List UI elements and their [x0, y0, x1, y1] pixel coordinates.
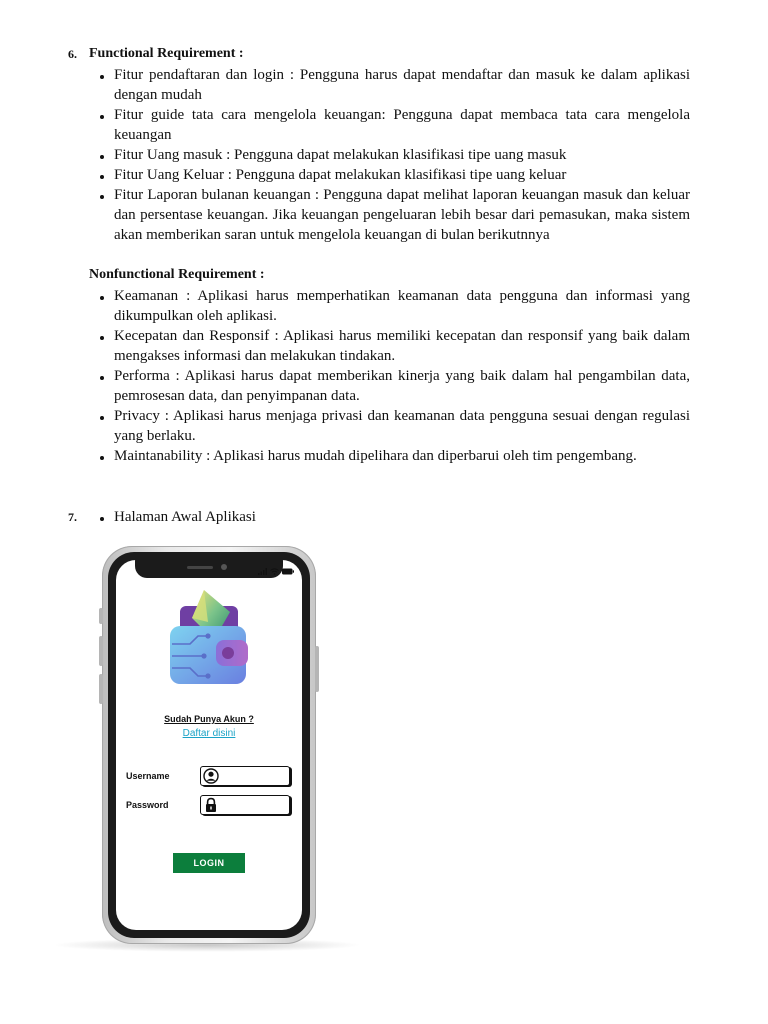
list-item: Fitur pendaftaran dan login : Pengguna harus dapat mendaftar dan masuk ke dalam aplikasi dengan mudah — [98, 65, 690, 105]
register-link[interactable]: Daftar disini — [182, 728, 236, 739]
status-bar — [258, 568, 294, 575]
login-button[interactable]: LOGIN — [173, 853, 245, 873]
have-account-text — [116, 714, 302, 724]
functional-requirement-heading: Functional Requirement : — [89, 46, 244, 61]
functional-requirement-list — [98, 65, 690, 245]
list-item: Kecepatan dan Responsif : Aplikasi harus memiliki kecepatan dan responsif yang baik dalam mengakses informasi dan melakukan tindakan. — [98, 326, 690, 366]
wifi-icon — [270, 568, 279, 575]
list-item: Fitur Laporan bulanan keuangan : Pengguna dapat melihat laporan keuangan masuk dan keluar dan persentase keuangan. Jika keuangan pengeluaran lebih besar dari pemasukan, maka sistem akan memberikan saran untuk mengelola keuangan di bulan berikutnnya — [98, 185, 690, 245]
phone-side-button — [99, 608, 103, 624]
list-item: Halaman Awal Aplikasi — [98, 507, 690, 527]
list-item: Fitur guide tata cara mengelola keuangan: Pengguna dapat membaca tata cara mengelola keuangan — [98, 105, 690, 145]
list-item: Maintanability : Aplikasi harus mudah dipelihara dan diperbarui oleh tim pengembang. — [98, 446, 690, 466]
camera — [221, 564, 227, 570]
phone-screen — [116, 560, 302, 930]
nonfunctional-requirement-heading: Nonfunctional Requirement : — [89, 267, 265, 282]
nonfunctional-requirement-list — [98, 286, 690, 466]
speaker — [187, 566, 213, 569]
phone-mockup — [102, 546, 316, 944]
have-account-label: Sudah Punya Akun ? — [164, 714, 254, 724]
battery-icon — [282, 568, 294, 575]
phone-side-button — [99, 636, 103, 666]
username-field[interactable] — [200, 766, 290, 786]
list-item: Privacy : Aplikasi harus menjaga privasi dan keamanan data pengguna sesuai dengan regulasi yang berlaku. — [98, 406, 690, 446]
wallet-logo-icon — [164, 588, 252, 692]
list-item: Keamanan : Aplikasi harus memperhatikan keamanan data pengguna dan informasi yang dikumpulkan oleh aplikasi. — [98, 286, 690, 326]
section-7-list — [98, 507, 690, 527]
list-item: Fitur Uang Keluar : Pengguna dapat melakukan klasifikasi tipe uang keluar — [98, 165, 690, 185]
section-7-number: 7. — [68, 510, 77, 524]
phone-bezel — [108, 552, 310, 938]
password-label: Password — [126, 800, 169, 810]
user-icon — [203, 768, 219, 784]
phone-side-button — [99, 674, 103, 704]
list-item: Fitur Uang masuk : Pengguna dapat melakukan klasifikasi tipe uang masuk — [98, 145, 690, 165]
phone-side-button — [315, 646, 319, 692]
list-item: Performa : Aplikasi harus dapat memberikan kinerja yang baik dalam hal pengambilan data, pemrosesan data, dan penyimpanan data. — [98, 366, 690, 406]
password-field[interactable] — [200, 795, 290, 815]
username-label: Username — [126, 771, 170, 781]
signal-icon — [258, 568, 267, 575]
lock-icon — [203, 797, 219, 813]
section-6-number: 6. — [68, 47, 77, 61]
